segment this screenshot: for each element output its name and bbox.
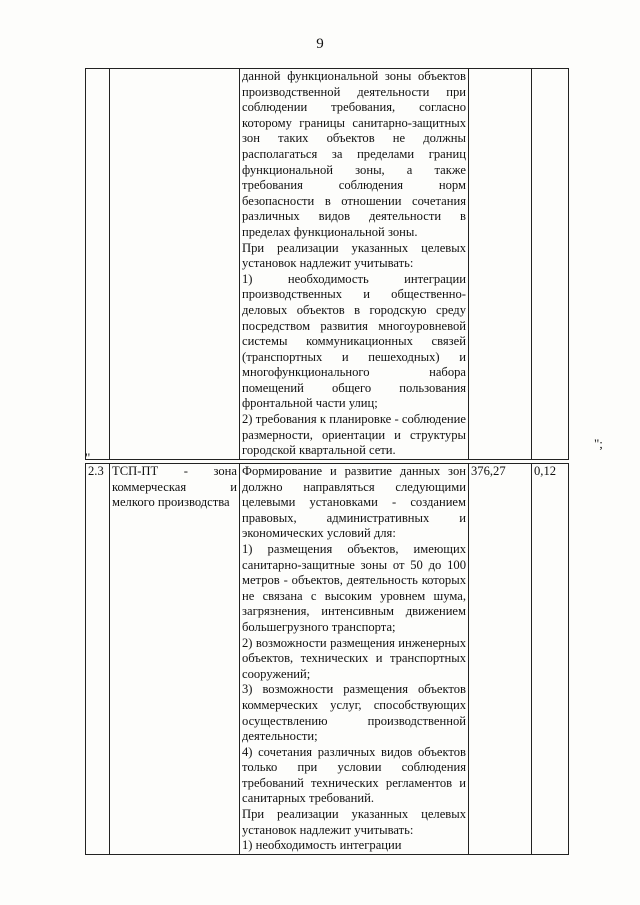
zone-name: ТСП-ПТ - зона коммерческая и мелкого производства <box>112 464 237 510</box>
description-paragraph: 4) сочетания различных видов объектов только при условии соблюдения требований технических регламентов и санитарных требований. <box>242 744 466 806</box>
zones-table-continuation <box>85 68 569 460</box>
area-cell <box>469 464 532 855</box>
zones-table <box>85 463 569 855</box>
description-paragraph: данной функциональной зоны объектов производственной деятельности при соблюдении требования, согласно которому границы санитарно-защитных зон таких объектов не должны располагаться за пределами границ функциональной зоны, а также требования соблюдения норм безопасности в отношении сочетания различных видов деятельности в пределах функциональной зоны. <box>242 69 466 239</box>
zone-description-cell <box>240 464 469 855</box>
page-number: 9 <box>316 36 324 52</box>
description-paragraph: 1) необходимость интеграции <box>242 838 402 853</box>
description-paragraph: 2) требования к планировке - соблюдение размерности, ориентации и структуры городской квартальной сети. <box>242 412 466 458</box>
area-cell <box>469 69 532 460</box>
area-value: 376,27 <box>471 464 506 478</box>
zone-name-cell <box>110 464 240 855</box>
description-paragraph: 3) возможности размещения объектов коммерческих услуг, способствующих осуществлению производственной деятельности; <box>242 682 466 744</box>
percent-cell <box>532 464 569 855</box>
zone-description-cell <box>240 69 469 460</box>
percent-cell <box>532 69 569 460</box>
zone-name-cell <box>110 69 240 460</box>
row-number-cell <box>86 69 110 460</box>
open-quote: " <box>85 450 91 465</box>
row-number-cell <box>86 464 110 855</box>
description-paragraph: При реализации указанных целевых установок надлежит учитывать: <box>242 240 466 271</box>
description-paragraph: 2) возможности размещения инженерных объектов, технических и транспортных сооружений; <box>242 635 466 681</box>
description-paragraph: 1) необходимость интеграции производственных и общественно-деловых объектов в городскую среду посредством развития многоуровневой системы коммуникационных связей (транспортных и пешеходных) и многофункционального набора помещений общего пользования фронтальной части улиц; <box>242 271 466 411</box>
description-paragraph: Формирование и развитие данных зон должно направляться следующими целевыми установками - созданием правовых, административных и экономических условий для: <box>242 464 466 541</box>
row-number: 2.3 <box>88 464 104 478</box>
close-quote: "; <box>594 436 603 451</box>
percent-value: 0,12 <box>534 464 557 478</box>
description-paragraph: При реализации указанных целевых установок надлежит учитывать: <box>242 807 466 837</box>
description-paragraph: 1) размещения объектов, имеющих санитарно-защитные зоны от 50 до 100 метров - объектов, деятельность которых не связана с высоким уровнем шума, загрязнения, интенсивным движением большегрузного транспорта; <box>242 541 466 634</box>
